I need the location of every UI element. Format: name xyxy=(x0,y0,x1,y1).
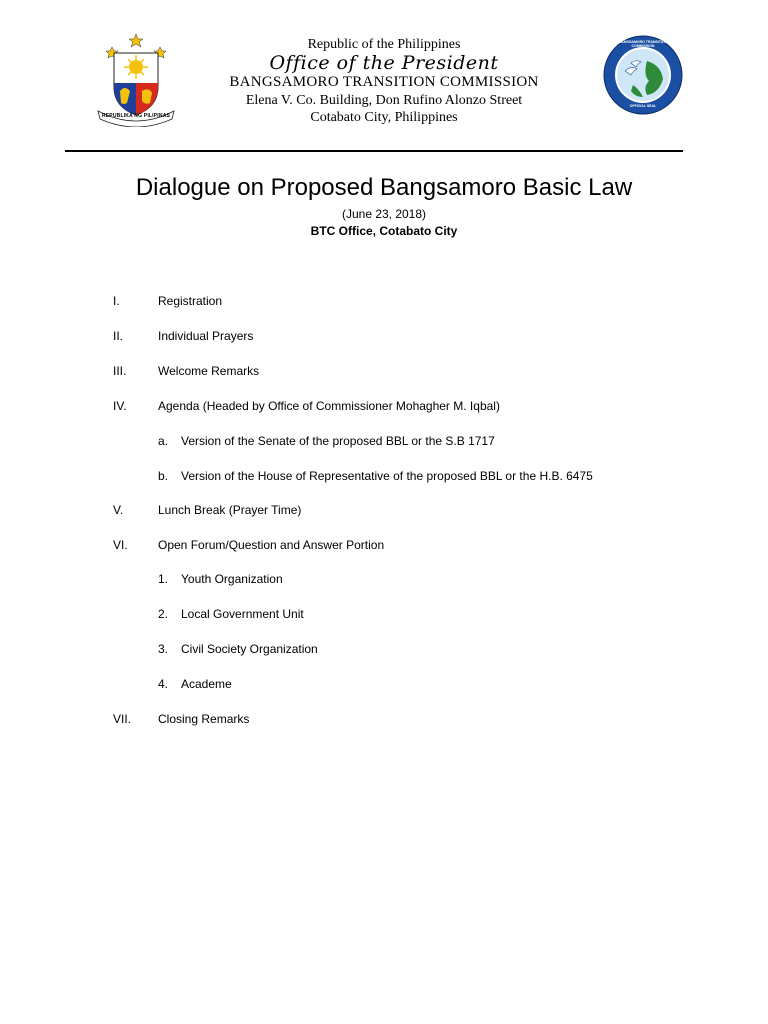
agenda-text: Open Forum/Question and Answer Portion xyxy=(158,538,385,552)
agenda-number: I. xyxy=(113,294,120,308)
agenda-subnumber: 1. xyxy=(158,572,169,586)
agenda-subnumber: 3. xyxy=(158,642,169,656)
agenda-text: Welcome Remarks xyxy=(158,364,260,378)
agenda-number: IV. xyxy=(113,399,127,413)
republic-line: Republic of the Philippines xyxy=(307,37,461,52)
agenda-subtext: Version of the House of Representative of the proposed BBL or the H.B. 6475 xyxy=(181,469,593,483)
agenda-subnumber: 4. xyxy=(158,677,169,691)
agenda-text: Individual Prayers xyxy=(158,329,254,343)
commission-line: BANGSAMORO TRANSITION COMMISSION xyxy=(229,74,539,90)
agenda-subtext: Version of the Senate of the proposed BBL or the S.B 1717 xyxy=(181,434,495,448)
agenda-subtext: Academe xyxy=(181,677,232,691)
event-date: (June 23, 2018) xyxy=(341,207,427,221)
agenda-subnumber: a. xyxy=(158,434,169,448)
right-seal-subtext: OFFICIAL SEAL xyxy=(629,104,657,108)
event-venue: BTC Office, Cotabato City xyxy=(310,224,458,238)
letterhead xyxy=(150,36,618,126)
agenda-text: Registration xyxy=(158,294,223,308)
agenda-number: VI. xyxy=(113,538,128,552)
page-title: Dialogue on Proposed Bangsamoro Basic Law xyxy=(135,174,633,201)
right-seal-ring-text: BANGSAMORO TRANSITION COMMISSION xyxy=(618,40,668,48)
agenda-subtext: Youth Organization xyxy=(181,572,283,586)
left-seal-scroll-text: REPUBLIKA NG PILIPINAS xyxy=(101,113,171,119)
address-line-2: Cotabato City, Philippines xyxy=(310,110,458,125)
agenda-subtext: Local Government Unit xyxy=(181,607,304,621)
agenda-subnumber: b. xyxy=(158,469,169,483)
address-line-1: Elena V. Co. Building, Don Rufino Alonzo Street xyxy=(245,93,523,108)
agenda-subnumber: 2. xyxy=(158,607,169,621)
office-line: Office of the President xyxy=(269,52,499,74)
agenda-text: Agenda (Headed by Office of Commissioner Mohagher M. Iqbal) xyxy=(158,399,500,413)
agenda-number: V. xyxy=(113,503,124,517)
agenda-number: III. xyxy=(113,364,127,378)
agenda-text: Lunch Break (Prayer Time) xyxy=(158,503,302,517)
agenda-text: Closing Remarks xyxy=(158,712,250,726)
agenda-number: II. xyxy=(113,329,124,343)
header-divider xyxy=(65,150,683,152)
agenda-number: VII. xyxy=(113,712,132,726)
agenda-subtext: Civil Society Organization xyxy=(181,642,318,656)
